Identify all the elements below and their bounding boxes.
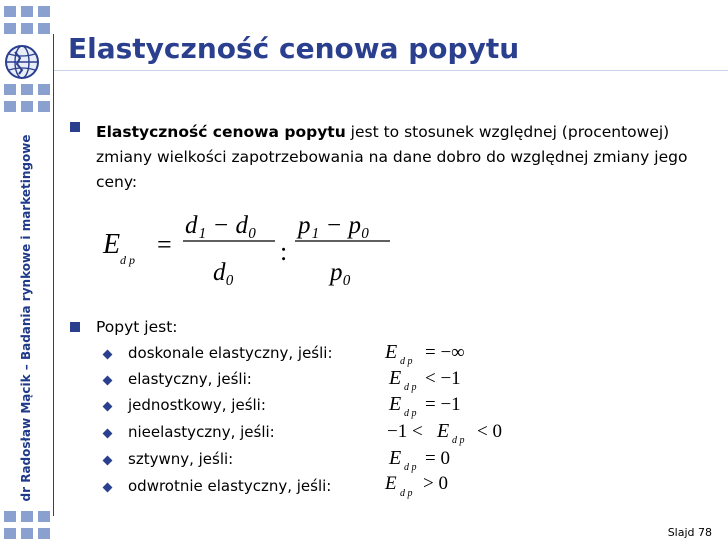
condition-label: odwrotnie elastyczny, jeśli: <box>128 477 332 495</box>
svg-text:E: E <box>389 367 402 389</box>
elasticity-formula <box>95 208 395 292</box>
svg-text:= 0: = 0 <box>425 448 450 469</box>
diamond-bullet-icon <box>103 402 113 412</box>
svg-text:E: E <box>389 447 402 469</box>
svg-text:−1 <: −1 < <box>387 421 423 442</box>
condition-formula <box>385 471 565 499</box>
diamond-bullet-icon <box>103 483 113 493</box>
list-item <box>102 420 662 447</box>
diamond-bullet-icon <box>103 456 113 466</box>
svg-text:= −1: = −1 <box>425 394 461 415</box>
svg-text:> 0: > 0 <box>423 473 448 494</box>
slide-number: Slajd 78 <box>667 526 712 539</box>
sidebar-author-text: dr Radosław Mącik – Badania rynkowe i marketingowe <box>19 134 33 502</box>
formula-equals: = <box>157 230 172 259</box>
condition-label: nieelastyczny, jeśli: <box>128 423 275 441</box>
formula-denominator-1: d₀ <box>213 259 235 286</box>
square-bullet-icon <box>70 122 80 132</box>
svg-text:d p: d p <box>400 356 413 367</box>
definition-term: Elastyczność cenowa popytu <box>96 123 346 141</box>
definition-paragraph <box>96 120 696 195</box>
condition-formula <box>385 338 565 366</box>
diamond-bullet-icon <box>103 429 113 439</box>
condition-label: sztywny, jeśli: <box>128 450 234 468</box>
diamond-bullet-icon <box>103 376 113 386</box>
condition-formula <box>385 390 565 418</box>
formula-numerator-2: p₁ − p₀ <box>298 212 370 239</box>
globe-logo-icon <box>4 44 40 80</box>
formula-E: E <box>103 229 121 260</box>
svg-text:d p: d p <box>452 435 465 446</box>
svg-text:d p: d p <box>404 408 417 419</box>
svg-text:E: E <box>389 393 402 415</box>
condition-label: elastyczny, jeśli: <box>128 370 252 388</box>
formula-numerator-1: d₁ − d₀ <box>185 212 257 239</box>
condition-label: jednostkowy, jeśli: <box>128 396 266 414</box>
list-item <box>102 473 662 501</box>
svg-text:E: E <box>385 473 397 494</box>
svg-text:< 0: < 0 <box>477 421 502 442</box>
condition-formula <box>385 364 565 392</box>
formula-colon: : <box>280 237 288 266</box>
list-item <box>102 367 662 394</box>
popyt-label: Popyt jest: <box>96 318 178 336</box>
title-divider <box>54 70 728 71</box>
svg-text:E: E <box>385 341 398 363</box>
sidebar-divider <box>53 34 54 516</box>
svg-text:d p: d p <box>404 462 417 473</box>
definition-text: jest to stosunek względnej (procentowej) zmiany wielkości zapotrzebowania na dane dobro do względnej zmiany jego ceny: <box>96 123 688 191</box>
condition-formula <box>385 417 565 445</box>
svg-text:< −1: < −1 <box>425 368 461 389</box>
svg-text:d p: d p <box>400 488 413 499</box>
condition-formula <box>385 444 565 472</box>
list-item <box>102 393 662 420</box>
condition-label: doskonale elastyczny, jeśli: <box>128 344 333 362</box>
svg-text:d p: d p <box>404 382 417 393</box>
formula-subscript: d p <box>120 253 135 267</box>
slide-title: Elastyczność cenowa popytu <box>68 32 520 65</box>
list-item <box>102 447 662 474</box>
svg-text:= −∞: = −∞ <box>425 342 465 363</box>
formula-denominator-2: p₀ <box>330 259 352 286</box>
list-item <box>102 341 662 368</box>
svg-text:E: E <box>437 420 450 442</box>
diamond-bullet-icon <box>103 350 113 360</box>
square-bullet-icon <box>70 322 80 332</box>
